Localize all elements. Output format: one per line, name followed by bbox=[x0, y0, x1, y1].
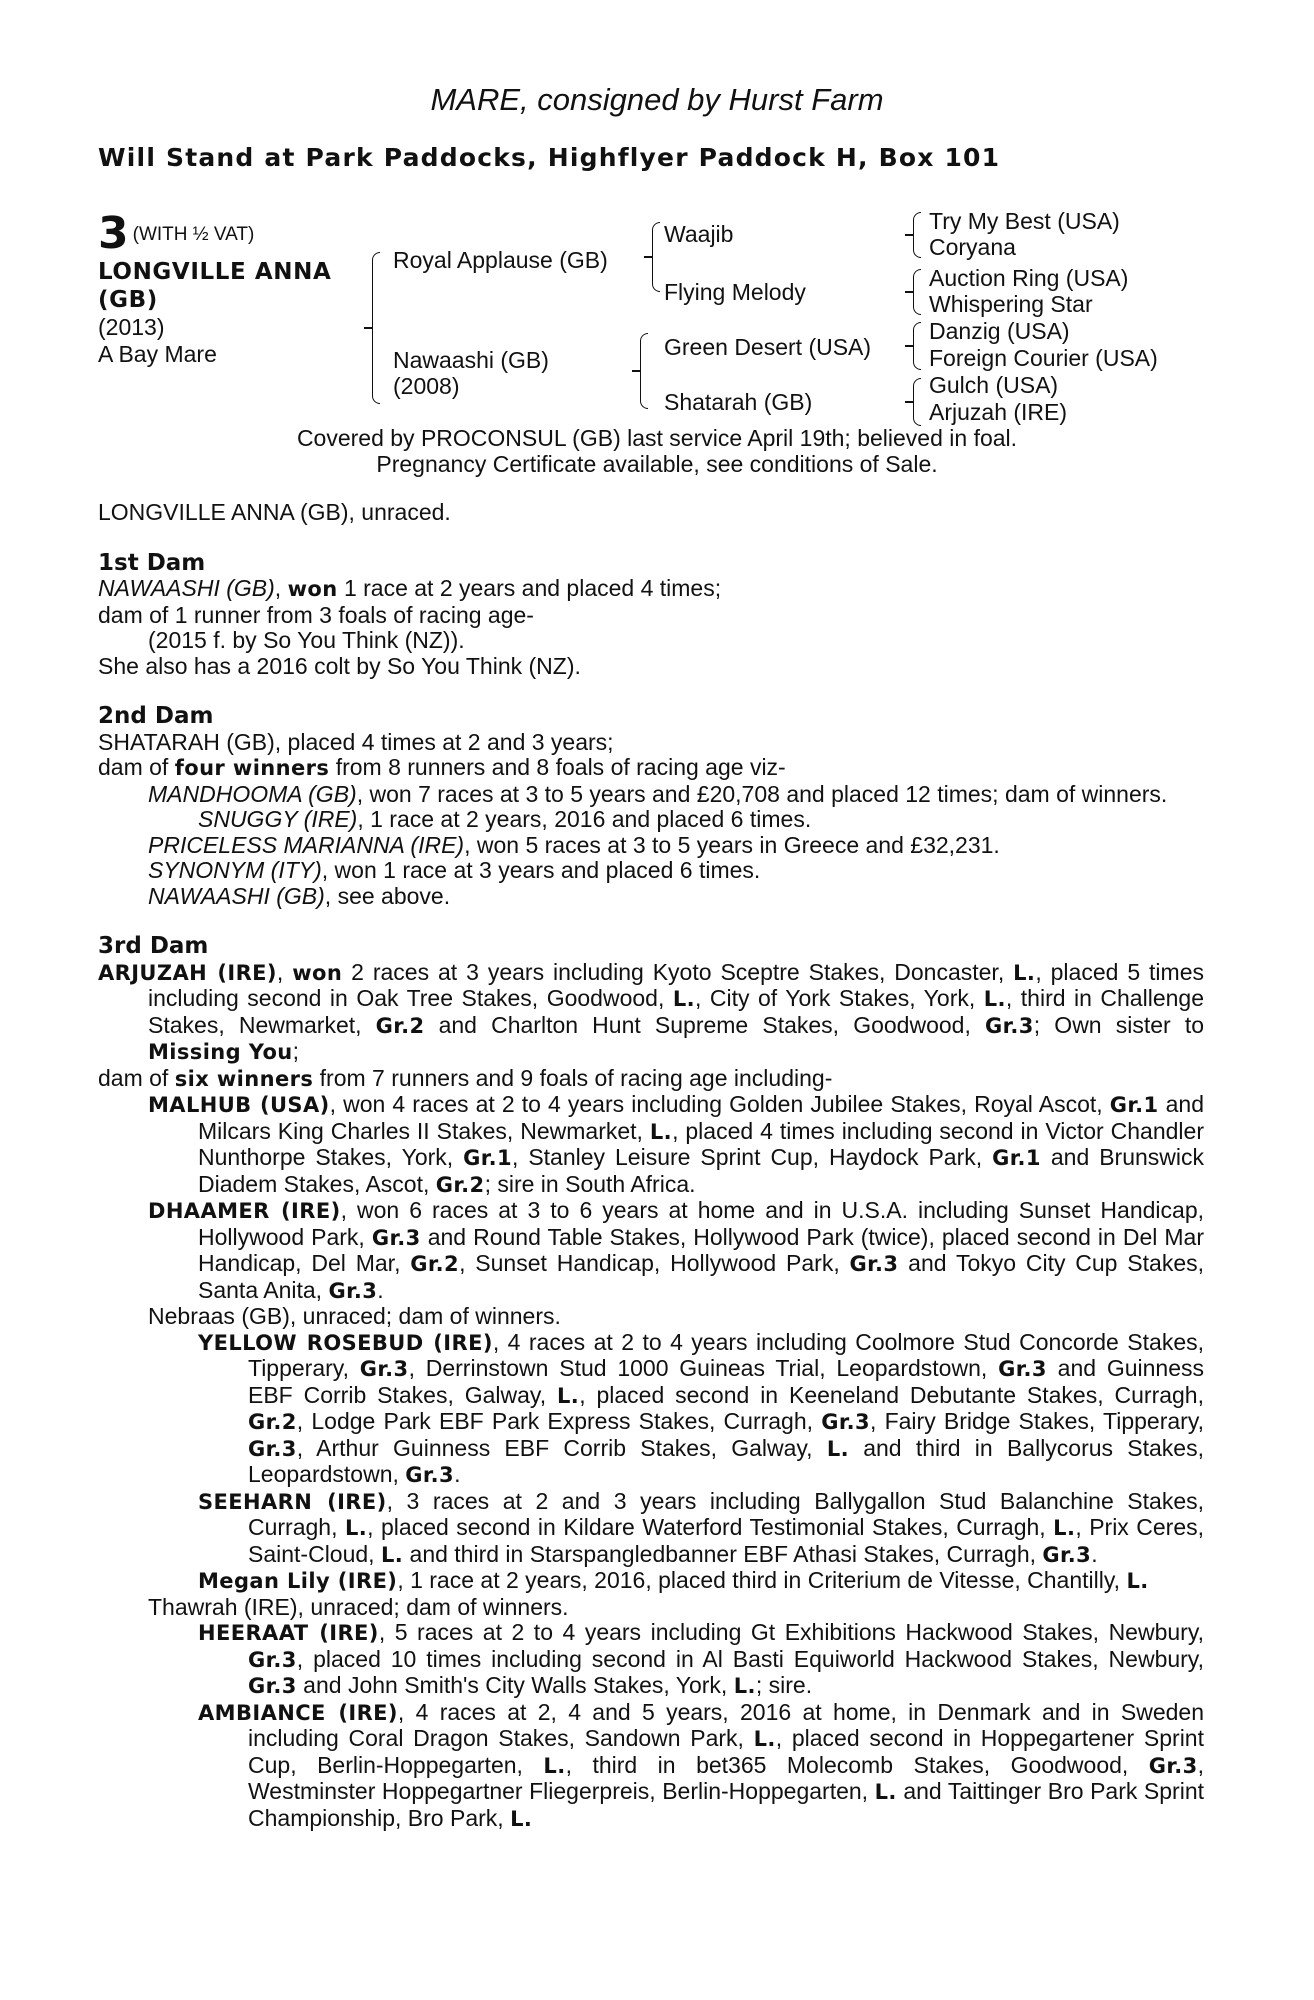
lot-info bbox=[98, 210, 378, 368]
grade-gr3: Gr.3 bbox=[1148, 1753, 1198, 1778]
text: and John Smith's City Walls Stakes, York, bbox=[296, 1672, 734, 1698]
pedigree-g3: Auction Ring (USA) bbox=[929, 265, 1129, 291]
text: , City of York Stakes, York, bbox=[695, 985, 984, 1011]
grade-gr2: Gr.2 bbox=[410, 1252, 460, 1276]
text: from 7 runners and 9 foals of racing age including- bbox=[313, 1064, 833, 1091]
text: , placed second in Kildare Waterford Testimonial Stakes, Curragh, bbox=[367, 1514, 1054, 1540]
text: , won 7 races at 3 to 5 years and £20,708 and placed 12 times; dam of winners. bbox=[356, 780, 1168, 807]
third-dam-heading: 3rd Dam bbox=[98, 933, 209, 959]
text: . bbox=[377, 1276, 384, 1303]
pedigree-dam-year: (2008) bbox=[393, 373, 460, 399]
pedigree-g7: Gulch (USA) bbox=[929, 372, 1059, 398]
text: , won 5 races at 3 to 5 years in Greece and £32,231. bbox=[464, 831, 1000, 858]
grade-gr3: Gr.3 bbox=[371, 1225, 421, 1250]
produce-name: HEERAAT (IRE) bbox=[198, 1621, 379, 1645]
text: and Tokyo City Cup Stakes, Santa Anita, bbox=[198, 1250, 1205, 1303]
grade-gr3: Gr.3 bbox=[248, 1674, 297, 1698]
text: and Milcars King Charles II Stakes, Newmarket, bbox=[198, 1091, 1204, 1144]
produce-mandhooma bbox=[98, 782, 1204, 808]
horse-year: (2013) bbox=[98, 314, 165, 340]
produce-name: MALHUB (USA) bbox=[148, 1093, 330, 1117]
g-brace-1 bbox=[913, 212, 921, 258]
text: . bbox=[454, 1461, 461, 1487]
text: , Derrinstown Stud 1000 Guineas Trial, Leopardstown, bbox=[408, 1355, 999, 1381]
g-brace-3 bbox=[913, 322, 921, 370]
grade-gr3: Gr.3 bbox=[405, 1463, 455, 1487]
g-brace-2 bbox=[913, 269, 921, 315]
dam-line-brace bbox=[640, 333, 648, 409]
produce-heeraat bbox=[98, 1620, 1204, 1700]
produce-name: SEEHARN (IRE) bbox=[198, 1489, 387, 1514]
pedigree-g5: Danzig (USA) bbox=[929, 318, 1070, 344]
produce-synonym bbox=[98, 858, 1204, 884]
g-brace-4 bbox=[913, 378, 921, 426]
pedigree-g2: Coryana bbox=[929, 234, 1016, 260]
grade-L: L. bbox=[649, 1119, 673, 1144]
text: and Brunswick Diadem Stakes, Ascot, bbox=[198, 1144, 1204, 1197]
text: , placed 10 times including second in Al Basti Equiworld Hackwood Stakes, Newbury, bbox=[296, 1645, 1204, 1672]
first-dam-name: NAWAASHI (GB) bbox=[98, 575, 275, 601]
stabling-location: Will Stand at Park Paddocks, Highflyer Paddock H, Box 101 bbox=[98, 143, 1001, 172]
horse-record: LONGVILLE ANNA (GB), unraced. bbox=[98, 499, 451, 525]
grade-gr3: Gr.3 bbox=[1042, 1542, 1092, 1567]
text: won bbox=[292, 960, 343, 985]
lot-number: 3 bbox=[98, 208, 129, 259]
grade-gr3: Gr.3 bbox=[248, 1436, 297, 1461]
text: , see above. bbox=[324, 882, 451, 909]
grade-L: L. bbox=[753, 1727, 776, 1751]
text: ; bbox=[292, 1038, 300, 1064]
text: from 8 runners and 8 foals of racing age viz- bbox=[329, 754, 786, 780]
text: , 4 races at 2, 4 and 5 years, 2016 at home, in Denmark and in Sweden including Coral Dragon Stakes, Sandown Park, bbox=[248, 1698, 1204, 1751]
grade-L: L. bbox=[557, 1383, 580, 1408]
grade-gr2: Gr.2 bbox=[248, 1410, 297, 1434]
grade-gr3: Gr.3 bbox=[359, 1357, 409, 1381]
pedigree-sire: Royal Applause (GB) bbox=[393, 247, 608, 273]
pedigree-sire-dam: Flying Melody bbox=[664, 279, 806, 305]
text: , 1 race at 2 years, 2016, placed third in Criterium de Vitesse, Chantilly, bbox=[397, 1567, 1127, 1593]
text: and third in Starspangledbanner EBF Athasi Stakes, Curragh, bbox=[403, 1540, 1043, 1567]
missing-you: Missing You bbox=[148, 1040, 293, 1064]
text: , Arthur Guinness EBF Corrib Stakes, Galway, bbox=[296, 1434, 827, 1461]
covered-note: Covered by PROCONSUL (GB) last service April 19th; believed in foal. bbox=[296, 425, 1018, 451]
grade-L: L. bbox=[672, 987, 695, 1011]
third-dam-summary bbox=[98, 960, 1204, 1066]
text: , third in bet365 Molecomb Stakes, Goodwood, bbox=[565, 1751, 1149, 1778]
catalogue-title: MARE, consigned by Hurst Farm bbox=[430, 82, 884, 117]
text: and Charlton Hunt Supreme Stakes, Goodwood, bbox=[424, 1011, 985, 1038]
produce-name: SYNONYM (ITY) bbox=[148, 857, 322, 883]
grade-gr2: Gr.2 bbox=[375, 1013, 425, 1038]
text: , bbox=[276, 958, 293, 985]
text: ; sire in South Africa. bbox=[484, 1170, 696, 1197]
text: , placed second in Hoppegartener Sprint Cup, Berlin-Hoppegarten, bbox=[248, 1725, 1204, 1778]
grade-gr1: Gr.1 bbox=[463, 1146, 512, 1170]
produce-name: NAWAASHI (GB) bbox=[148, 882, 325, 909]
text: , third in Challenge Stakes, Newmarket, bbox=[148, 985, 1204, 1038]
produce-malhub bbox=[98, 1092, 1204, 1198]
produce-megan-lily bbox=[98, 1568, 1204, 1595]
second-dam-produce bbox=[98, 755, 1204, 782]
grade-L: L. bbox=[543, 1753, 566, 1778]
grade-gr3: Gr.3 bbox=[328, 1278, 378, 1303]
first-dam-heading: 1st Dam bbox=[98, 549, 206, 576]
grade-L: L. bbox=[983, 987, 1006, 1011]
text: and Round Table Stakes, Hollywood Park (twice), placed second in Del Mar Handicap, Del Mar, bbox=[198, 1223, 1205, 1276]
grade-gr3: Gr.3 bbox=[821, 1410, 871, 1434]
second-dam-heading: 2nd Dam bbox=[98, 703, 214, 729]
text: , Lodge Park EBF Park Express Stakes, Curragh, bbox=[296, 1408, 822, 1434]
produce-dhaamer bbox=[98, 1198, 1204, 1304]
text: , won 6 races at 3 to 6 years at home and in U.S.A. including Sunset Handicap, Hollywood Park, bbox=[198, 1197, 1204, 1250]
first-dam-summary bbox=[98, 576, 1204, 603]
text: , 1 race at 2 years, 2016 and placed 6 times. bbox=[357, 806, 812, 832]
produce-seeharn bbox=[98, 1489, 1204, 1569]
grade-gr1: Gr.1 bbox=[992, 1146, 1041, 1170]
grade-L: L. bbox=[1053, 1516, 1076, 1540]
grade-gr3: Gr.3 bbox=[998, 1357, 1047, 1381]
produce-name: PRICELESS MARIANNA (IRE) bbox=[148, 831, 465, 858]
pedigree-sire-sire: Waajib bbox=[664, 221, 734, 247]
text: , 5 races at 2 to 4 years including Gt Exhibitions Hackwood Stakes, Newbury, bbox=[378, 1619, 1204, 1645]
grade-L: L. bbox=[1013, 960, 1036, 985]
text: ; Own sister to bbox=[1033, 1011, 1205, 1038]
text: , 3 races at 2 and 3 years including Ballygallon Stud Balanchine Stakes, Curragh, bbox=[248, 1487, 1204, 1540]
produce-nebraas: Nebraas (GB), unraced; dam of winners. bbox=[148, 1303, 561, 1329]
grade-L: L. bbox=[733, 1674, 756, 1698]
grade-gr3: Gr.3 bbox=[248, 1647, 297, 1672]
produce-priceless-marianna bbox=[98, 833, 1204, 859]
produce-ambiance bbox=[98, 1700, 1204, 1833]
text: , Stanley Leisure Sprint Cup, Haydock Park, bbox=[511, 1144, 993, 1170]
grade-L: L. bbox=[874, 1780, 897, 1804]
text: and Taittinger Bro Park Sprint Championship, Bro Park, bbox=[248, 1778, 1204, 1831]
sire-line-brace bbox=[652, 222, 660, 292]
lot-number-row bbox=[98, 210, 378, 258]
pedigree-g8: Arjuzah (IRE) bbox=[929, 399, 1068, 425]
six-winners: six winners bbox=[174, 1066, 314, 1091]
horse-description: A Bay Mare bbox=[98, 341, 217, 367]
grade-gr3: Gr.3 bbox=[984, 1013, 1034, 1038]
text: and Guinness EBF Corrib Stakes, Galway, bbox=[248, 1355, 1204, 1408]
pedigree-g4: Whispering Star bbox=[929, 291, 1093, 317]
produce-name: YELLOW ROSEBUD (IRE) bbox=[198, 1330, 493, 1355]
text: , Westminster Hoppegartner Fliegerpreis, Berlin-Hoppegarten, bbox=[248, 1751, 1204, 1804]
text: dam of bbox=[98, 754, 175, 780]
vat-note: (WITH ½ VAT) bbox=[132, 224, 255, 245]
grade-L: L. bbox=[1126, 1569, 1149, 1593]
produce-yellow-rosebud bbox=[98, 1330, 1204, 1489]
grade-L: L. bbox=[380, 1542, 404, 1567]
pedigree-dam-dam: Shatarah (GB) bbox=[664, 389, 813, 415]
first-dam-sep: , bbox=[274, 575, 288, 601]
text: , won 1 race at 3 years and placed 6 times. bbox=[321, 857, 761, 883]
text: , 4 races at 2 to 4 years including Coolmore Stud Concorde Stakes, Tipperary, bbox=[248, 1328, 1205, 1381]
grade-gr3: Gr.3 bbox=[849, 1252, 899, 1276]
first-dam-produce: dam of 1 runner from 3 foals of racing age- bbox=[98, 601, 534, 628]
pregnancy-note: Pregnancy Certificate available, see conditions of Sale. bbox=[376, 451, 938, 477]
third-dam-produce bbox=[98, 1066, 1204, 1093]
text: , Fairy Bridge Stakes, Tipperary, bbox=[870, 1408, 1204, 1434]
text: . bbox=[1091, 1540, 1098, 1567]
grade-L: L. bbox=[344, 1516, 368, 1540]
pedigree-dam-sire: Green Desert (USA) bbox=[664, 334, 872, 360]
text: , placed 5 times including second in Oak Tree Stakes, Goodwood, bbox=[148, 958, 1204, 1011]
first-dam-foal: (2015 f. by So You Think (NZ)). bbox=[148, 627, 465, 653]
third-dam-name: ARJUZAH (IRE) bbox=[98, 960, 277, 985]
second-dam-summary: SHATARAH (GB), placed 4 times at 2 and 3 years; bbox=[98, 728, 614, 755]
grade-L: L. bbox=[826, 1436, 849, 1461]
first-dam-won: won bbox=[287, 577, 338, 601]
text: 2 races at 3 years including Kyoto Sceptre Stakes, Doncaster, bbox=[342, 958, 1014, 985]
sire-brace bbox=[372, 252, 380, 404]
pedigree-g6: Foreign Courier (USA) bbox=[929, 345, 1158, 371]
text: , placed 4 times including second in Victor Chandler Nunthorpe Stakes, York, bbox=[198, 1117, 1204, 1170]
produce-name: AMBIANCE (IRE) bbox=[198, 1700, 398, 1725]
first-dam-colt: She also has a 2016 colt by So You Think (NZ). bbox=[98, 652, 581, 679]
horse-name: LONGVILLE ANNA bbox=[98, 259, 332, 285]
horse-country: (GB) bbox=[98, 287, 158, 313]
grade-gr1: Gr.1 bbox=[1109, 1093, 1159, 1117]
text: , won 4 races at 2 to 4 years including Golden Jubilee Stakes, Royal Ascot, bbox=[329, 1091, 1110, 1117]
four-winners: four winners bbox=[174, 756, 330, 780]
pedigree-g1: Try My Best (USA) bbox=[929, 208, 1120, 234]
pedigree-dam: Nawaashi (GB) bbox=[393, 347, 549, 373]
text: and third in Ballycorus Stakes, Leopardstown, bbox=[248, 1434, 1204, 1487]
produce-thawrah: Thawrah (IRE), unraced; dam of winners. bbox=[148, 1593, 569, 1620]
produce-name: DHAAMER (IRE) bbox=[148, 1199, 341, 1223]
grade-gr2: Gr.2 bbox=[435, 1172, 485, 1197]
produce-name: SNUGGY (IRE) bbox=[198, 806, 358, 832]
text: , Prix Ceres, Saint-Cloud, bbox=[248, 1514, 1205, 1567]
text: ; sire. bbox=[755, 1672, 813, 1698]
produce-name: MANDHOOMA (GB) bbox=[148, 780, 357, 807]
first-dam-record: 1 race at 2 years and placed 4 times; bbox=[337, 575, 722, 601]
produce-nawaashi bbox=[98, 884, 1204, 910]
grade-L: L. bbox=[510, 1806, 533, 1831]
text: , placed second in Keeneland Debutante Stakes, Curragh, bbox=[579, 1381, 1204, 1408]
text: , Sunset Handicap, Hollywood Park, bbox=[459, 1250, 850, 1276]
produce-snuggy bbox=[98, 807, 1204, 833]
catalogue-body bbox=[98, 500, 1204, 1832]
text: dam of bbox=[98, 1064, 175, 1091]
produce-name: Megan Lily (IRE) bbox=[198, 1569, 398, 1593]
